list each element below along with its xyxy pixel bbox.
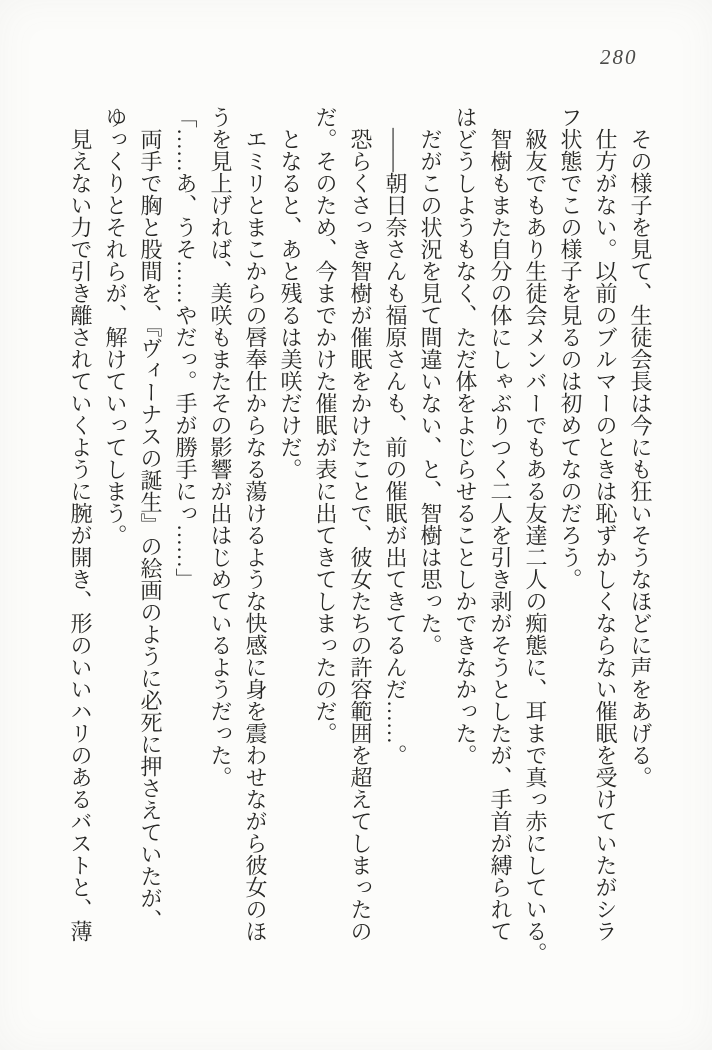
text-line: 両手で胸と股間を、『ヴィーナスの誕生』の絵画のように必死に押さえていたが、 (138, 128, 163, 931)
text-line: だがこの状況を見て間違いない、と、智樹は思った。 (418, 128, 443, 656)
text-line: だ。そのため、今までかけた催眠が表に出てきてしまったのだ。 (313, 106, 338, 744)
text-block (63, 106, 658, 970)
text-line: 級友でもあり生徒会メンバーでもある友達二人の痴態に、耳まで真っ赤にしている。 (523, 128, 548, 964)
text-line: 智樹もまた自分の体にしゃぶりつく二人を引き剥がそうとしたが、手首が縛られて (488, 128, 513, 942)
text-line: うを見上げれば、美咲もまたその影響が出はじめているようだった。 (208, 106, 233, 788)
page-number: 280 (600, 45, 638, 69)
text-line: 「……あ、うそ……やだっ。手が勝手にっ……」 (173, 106, 198, 590)
text-line: 恐らくさっき智樹が催眠をかけたことで、彼女たちの許容範囲を超えてしまったの (348, 128, 373, 942)
text-line: 仕方がない。以前のブルマーのときは恥ずかしくならない催眠を受けていたがシラ (593, 128, 618, 942)
text-line: エミリとまこからの唇奉仕からなる蕩けるような快感に身を震わせながら彼女のほ (243, 128, 268, 942)
text-line: はどうしようもなく、ただ体をよじらせることしかできなかった。 (453, 106, 478, 766)
text-line: ――朝日奈さんも福原さんも、前の催眠が出てきてるんだ……。 (383, 128, 408, 766)
text-line: その様子を見て、生徒会長は今にも狂いそうなほどに声をあげる。 (628, 128, 653, 788)
text-line: フ状態でこの様子を見るのは初めてなのだろう。 (558, 106, 583, 590)
text-line: 見えない力で引き離されていくように腕が開き、形のいいハリのあるバストと、薄 (68, 128, 93, 942)
text-line: ゆっくりとそれらが、解けていってしまう。 (103, 106, 128, 546)
text-line: となると、あと残るは美咲だけだ。 (278, 128, 303, 480)
